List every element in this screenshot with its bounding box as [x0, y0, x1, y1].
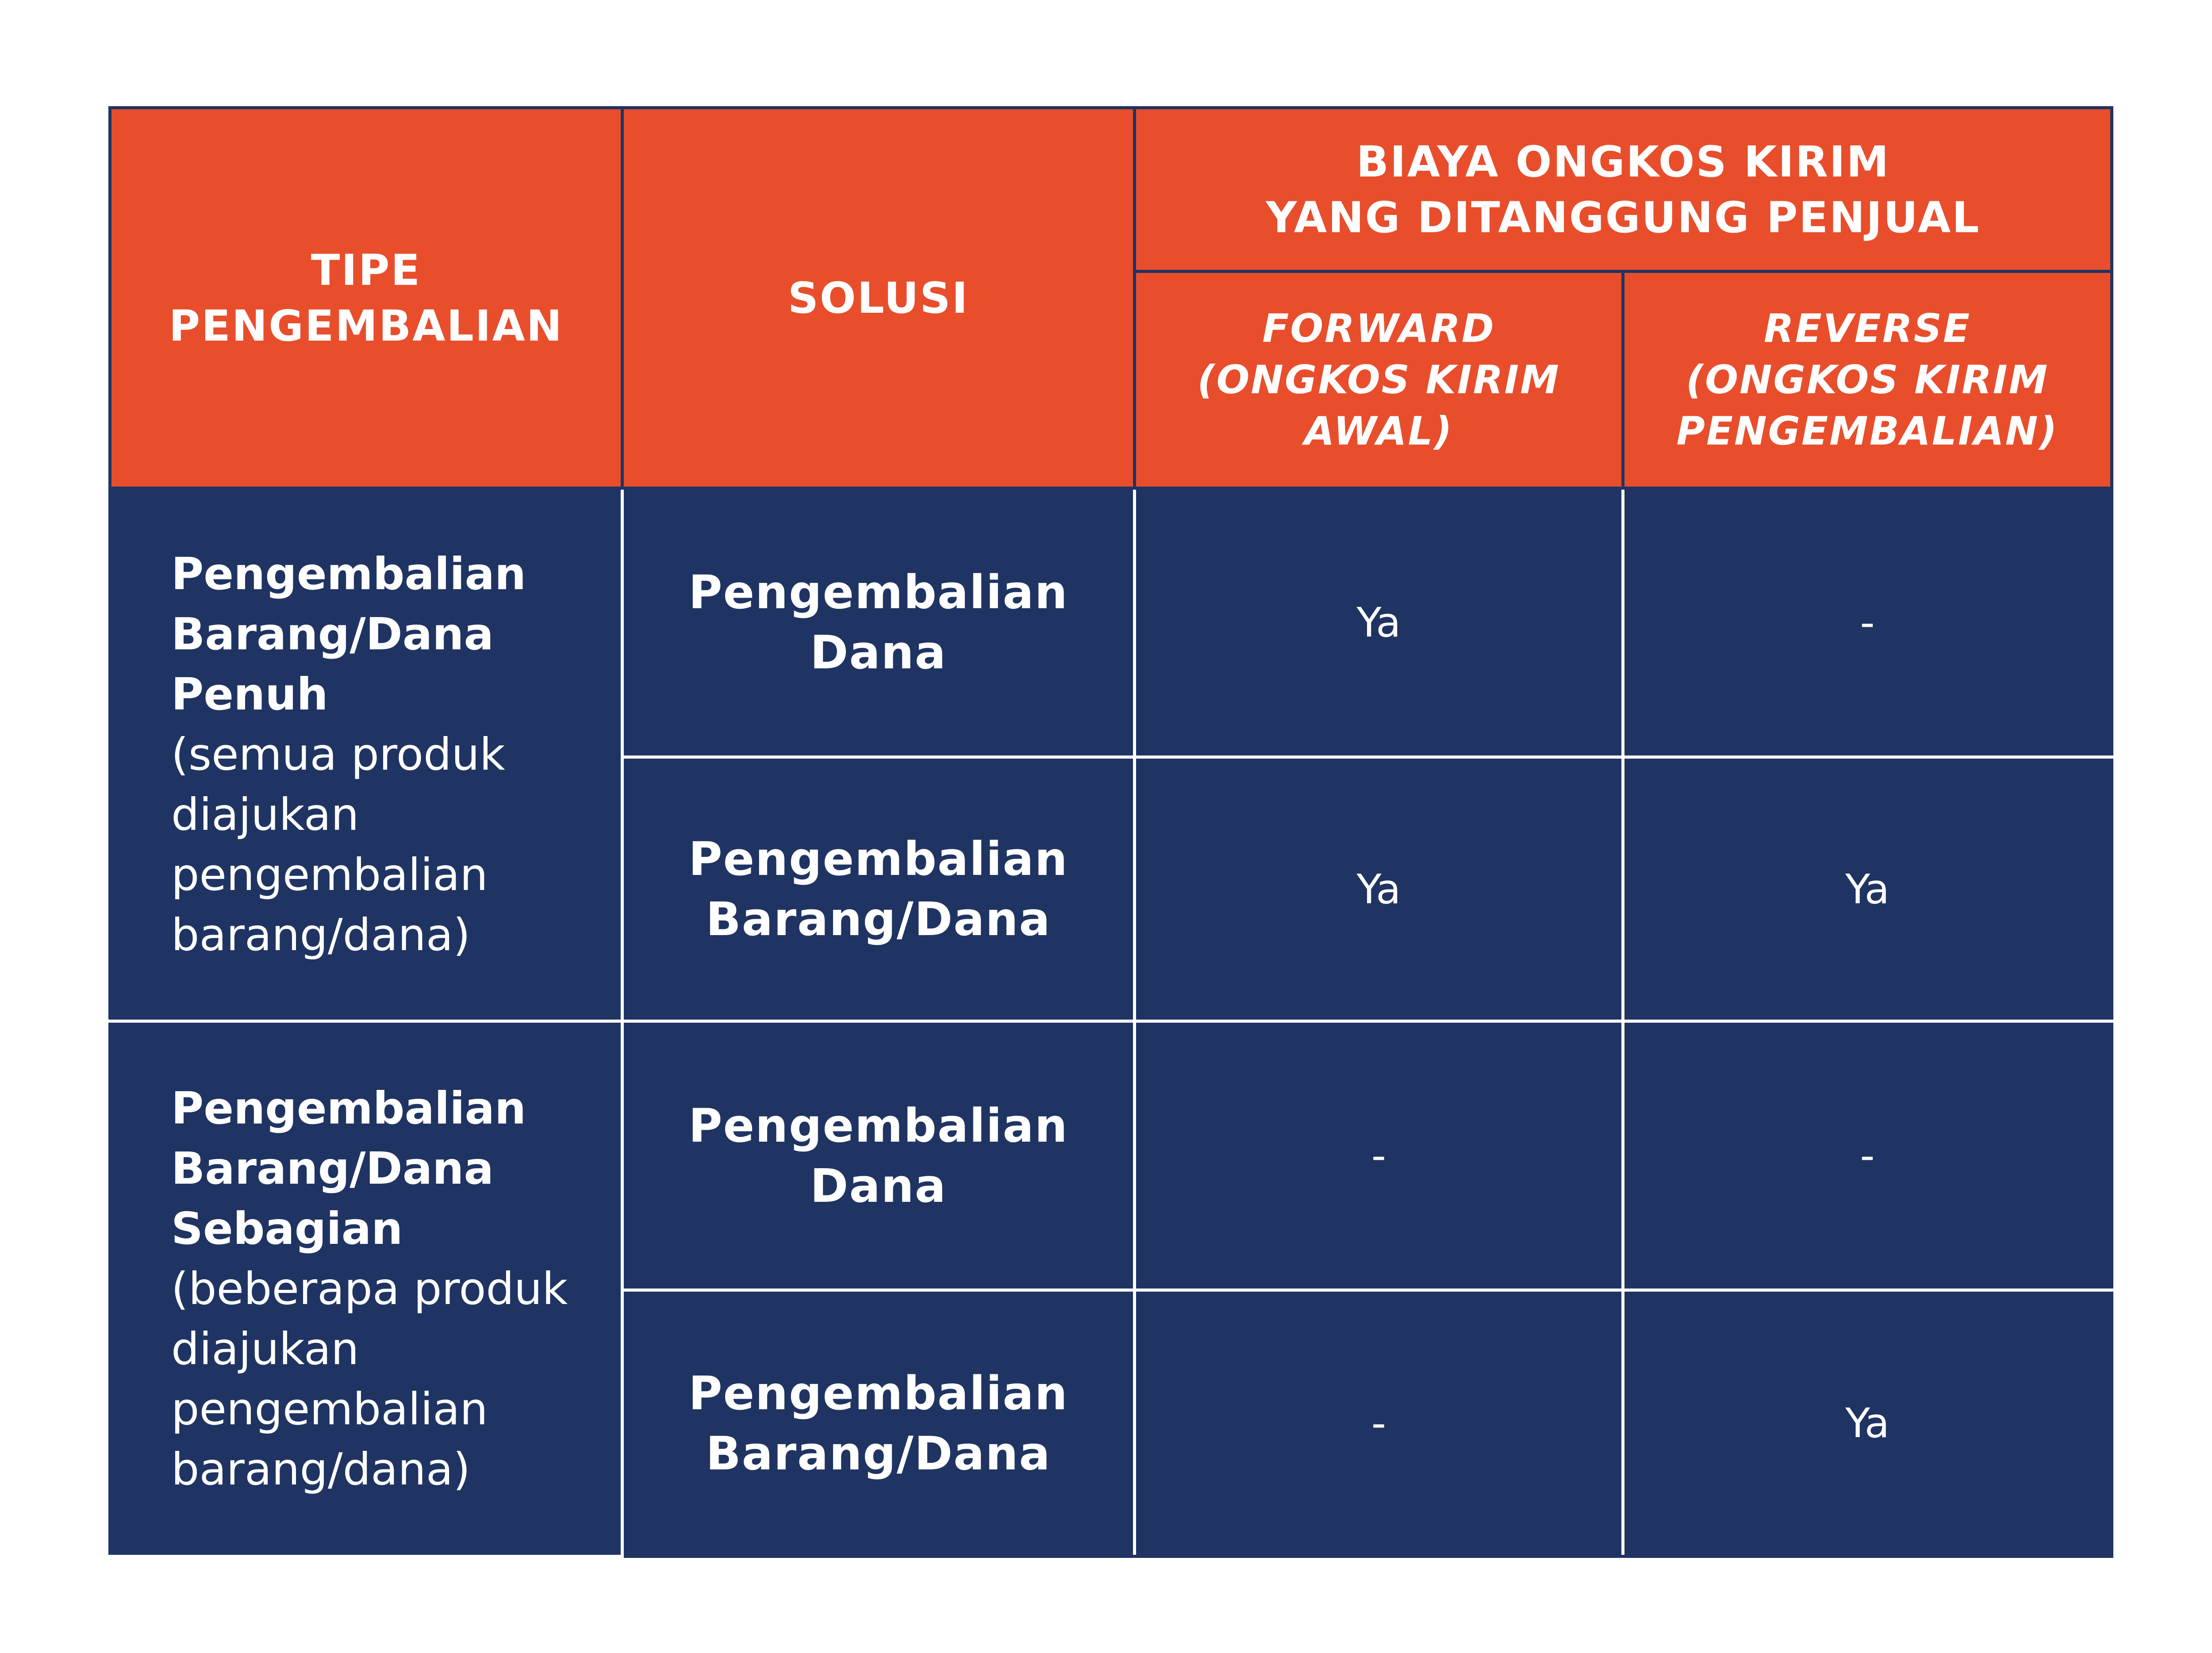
header-forward — [1135, 272, 1623, 488]
tipe-cell-sebagian — [110, 1021, 622, 1557]
reverse-value: Ya — [1623, 757, 2112, 1021]
tipe-desc-line: barang/dana) — [171, 1443, 471, 1495]
tipe-desc-line: pengembalian — [171, 849, 488, 901]
reverse-value: Ya — [1623, 1290, 2112, 1557]
tipe-desc-line: barang/dana) — [171, 909, 471, 961]
tipe-title-line: Barang/Dana — [171, 1142, 494, 1194]
header-tipe-line1: TIPE — [311, 245, 422, 295]
tipe-desc-line: diajukan — [171, 1323, 359, 1375]
solusi-line: Pengembalian — [688, 565, 1068, 620]
reverse-value: - — [1623, 1021, 2112, 1290]
forward-value: - — [1135, 1290, 1623, 1557]
header-reverse-line1: REVERSE — [1763, 305, 1971, 351]
header-solusi-label: SOLUSI — [787, 273, 969, 323]
forward-value: Ya — [1135, 488, 1623, 757]
forward-value: - — [1135, 1021, 1623, 1290]
tipe-desc-line: pengembalian — [171, 1383, 488, 1435]
tipe-desc-line: (beberapa produk — [171, 1262, 568, 1315]
tipe-title-line: Penuh — [171, 668, 328, 721]
table-row — [110, 1021, 2112, 1290]
solusi-line: Pengembalian — [688, 1366, 1068, 1420]
solusi-cell — [622, 1021, 1135, 1290]
reverse-value: - — [1623, 488, 2112, 757]
header-tipe-line2: PENGEMBALIAN — [169, 301, 564, 351]
solusi-line: Dana — [810, 625, 947, 680]
header-forward-line3: AWAL) — [1304, 408, 1453, 454]
solusi-line: Pengembalian — [688, 1098, 1068, 1153]
tipe-title-line: Pengembalian — [171, 548, 526, 600]
header-solusi — [622, 108, 1135, 488]
tipe-title-line: Barang/Dana — [171, 608, 494, 660]
solusi-line: Pengembalian — [688, 832, 1068, 886]
solusi-line: Barang/Dana — [706, 1426, 1051, 1480]
tipe-desc-line: diajukan — [171, 789, 359, 841]
header-reverse — [1623, 272, 2112, 488]
solusi-cell — [622, 488, 1135, 757]
solusi-line: Dana — [810, 1158, 947, 1213]
header-biaya-ongkos-kirim — [1135, 108, 2112, 272]
header-biaya-line2: YANG DITANGGUNG PENJUAL — [1266, 192, 1981, 242]
table-row — [110, 488, 2112, 757]
forward-value: Ya — [1135, 757, 1623, 1021]
tipe-title-line: Pengembalian — [171, 1082, 526, 1134]
return-shipping-cost-table — [108, 106, 2113, 1558]
solusi-cell — [622, 757, 1135, 1021]
header-biaya-line1: BIAYA ONGKOS KIRIM — [1356, 137, 1890, 187]
tipe-desc-line: (semua produk — [171, 729, 505, 781]
tipe-cell-penuh — [110, 488, 622, 1021]
solusi-cell — [622, 1290, 1135, 1557]
header-reverse-line2: (ONGKOS KIRIM — [1686, 357, 2049, 403]
header-reverse-line3: PENGEMBALIAN) — [1676, 408, 2058, 454]
solusi-line: Barang/Dana — [706, 892, 1051, 947]
tipe-title-line: Sebagian — [171, 1202, 403, 1254]
return-policy-table-wrapper — [108, 106, 2110, 1558]
header-forward-line1: FORWARD — [1262, 305, 1495, 351]
header-tipe-pengembalian — [110, 108, 622, 488]
header-forward-line2: (ONGKOS KIRIM — [1197, 357, 1560, 403]
